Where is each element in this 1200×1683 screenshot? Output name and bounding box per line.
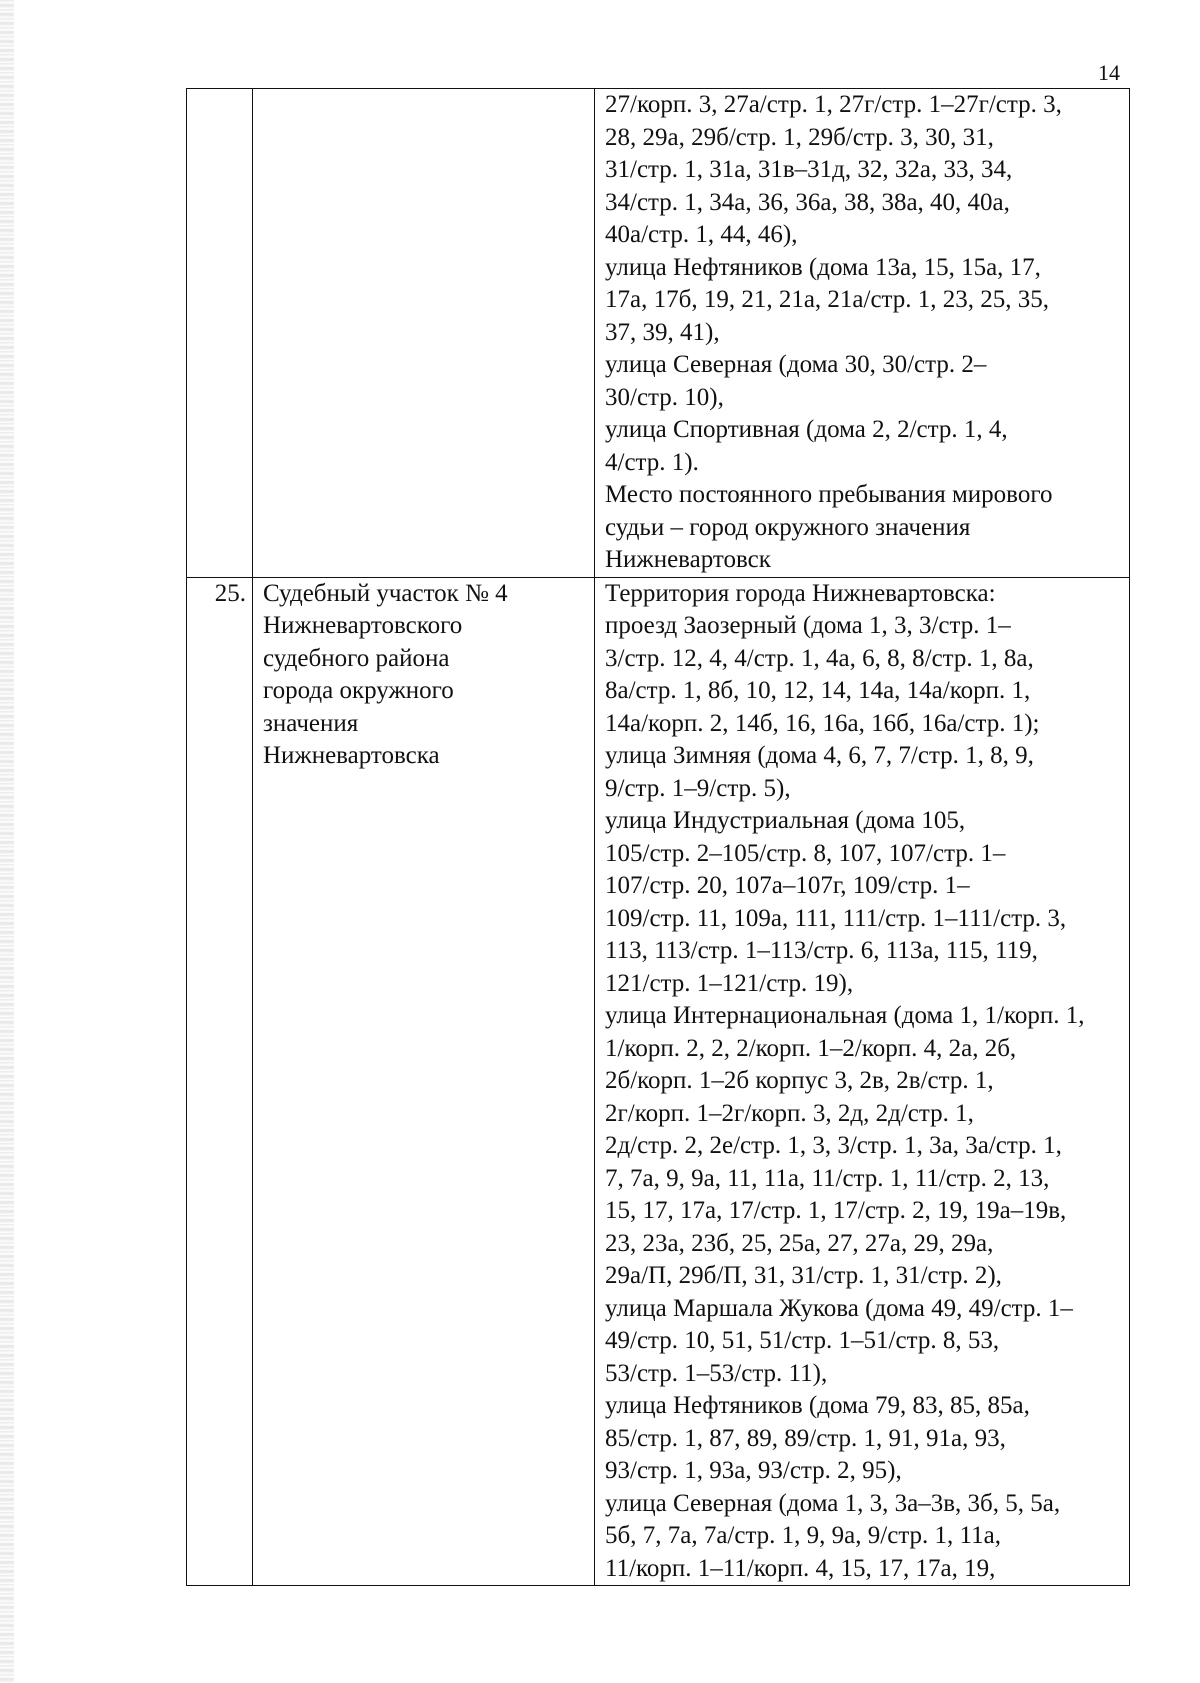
territory-line: 7, 7а, 9, 9а, 11, 11а, 11/стр. 1, 11/стр. 2, 13,: [605, 1164, 1050, 1192]
territory-line: улица Нефтяников (дома 13а, 15, 15а, 17,: [605, 253, 1041, 281]
district-name-line: Судебный участок № 4: [263, 579, 508, 607]
district-name-line: судебного района: [263, 644, 450, 672]
territory-line: улица Зимняя (дома 4, 6, 7, 7/стр. 1, 8, 9,: [605, 742, 1034, 769]
territory-line: 93/стр. 1, 93а, 93/стр. 2, 95),: [605, 1457, 902, 1484]
territory-line: 40а/стр. 1, 44, 46),: [605, 221, 798, 248]
row-number-cell: [187, 89, 253, 578]
territory-line: 34/стр. 1, 34а, 36, 36а, 38, 38а, 40, 40а,: [605, 188, 1010, 216]
territory-line: 1/корп. 2, 2, 2/корп. 1–2/корп. 4, 2а, 2б,: [605, 1034, 1017, 1062]
district-name-line: города окружного: [263, 677, 454, 704]
territory-line: 27/корп. 3, 27а/стр. 1, 27г/стр. 1–27г/стр. 3,: [605, 91, 1062, 118]
territory-line: улица Северная (дома 1, 3, 3а–3в, 3б, 5, 5а,: [605, 1489, 1061, 1517]
territory-line: 17а, 17б, 19, 21, 21а, 21а/стр. 1, 23, 25, 35,: [605, 286, 1050, 313]
territory-line: 105/стр. 2–105/стр. 8, 107, 107/стр. 1–: [605, 839, 1006, 867]
territory-line: 2д/стр. 2, 2е/стр. 1, 3, 3/стр. 1, 3а, 3а/стр. 1,: [605, 1132, 1062, 1159]
district-name-cell: [253, 89, 595, 578]
territory-line: улица Интернациональная (дома 1, 1/корп. 1,: [605, 1002, 1085, 1029]
territory-line: 37, 39, 41),: [605, 318, 720, 346]
territory-line: Место постоянного пребывания мирового: [605, 481, 1053, 508]
territory-line: 23, 23а, 23б, 25, 25а, 27, 27а, 29, 29а,: [605, 1229, 994, 1257]
territory-cell: [595, 577, 1130, 1586]
territory-line: 15, 17, 17а, 17/стр. 1, 17/стр. 2, 19, 19а–19в,: [605, 1197, 1067, 1224]
territory-line: 107/стр. 20, 107а–107г, 109/стр. 1–: [605, 872, 970, 899]
district-name-cell: [253, 577, 595, 1586]
scan-edge-artifact: [0, 0, 14, 1683]
territory-line: 4/стр. 1).: [605, 448, 699, 476]
district-name-line: Нижневартовского: [263, 612, 463, 639]
territory-line: 109/стр. 11, 109а, 111, 111/стр. 1–111/стр. 3,: [605, 904, 1067, 932]
territory-line: 53/стр. 1–53/стр. 11),: [605, 1359, 828, 1387]
territory-line: улица Северная (дома 30, 30/стр. 2–: [605, 351, 987, 378]
territory-line: 49/стр. 10, 51, 51/стр. 1–51/стр. 8, 53,: [605, 1327, 1000, 1354]
territory-line: 85/стр. 1, 87, 89, 89/стр. 1, 91, 91а, 93,: [605, 1424, 1006, 1452]
territory-line: 31/стр. 1, 31а, 31в–31д, 32, 32а, 33, 34,: [605, 156, 1013, 183]
territory-line: улица Маршала Жукова (дома 49, 49/стр. 1–: [605, 1294, 1073, 1322]
territory-line: Территория города Нижневартовска:: [605, 579, 996, 607]
territory-line: Нижневартовск: [605, 546, 771, 573]
territory-line: 28, 29а, 29б/стр. 1, 29б/стр. 3, 30, 31,: [605, 123, 994, 151]
territory-line: 121/стр. 1–121/стр. 19),: [605, 969, 854, 997]
table-row-25: [187, 577, 1130, 1586]
territory-line: проезд Заозерный (дома 1, 3, 3/стр. 1–: [605, 612, 1011, 639]
territory-line: 14а/корп. 2, 14б, 16, 16а, 16б, 16а/стр. 1);: [605, 709, 1040, 737]
territory-line: улица Нефтяников (дома 79, 83, 85, 85а,: [605, 1392, 1030, 1419]
territory-cell: [595, 89, 1130, 578]
row-number-cell: 25.: [187, 577, 253, 1586]
territory-line: улица Спортивная (дома 2, 2/стр. 1, 4,: [605, 416, 1008, 443]
district-name-line: Нижневартовска: [263, 742, 440, 769]
territory-line: 29а/П, 29б/П, 31, 31/стр. 1, 31/стр. 2),: [605, 1262, 1002, 1289]
table-row-continuation: [187, 89, 1130, 578]
court-districts-table: [186, 88, 1130, 1586]
territory-line: 113, 113/стр. 1–113/стр. 6, 113а, 115, 119,: [605, 937, 1038, 964]
territory-line: 11/корп. 1–11/корп. 4, 15, 17, 17а, 19,: [605, 1554, 996, 1582]
territory-line: 30/стр. 10),: [605, 383, 724, 411]
district-name-line: значения: [263, 709, 359, 737]
territory-line: 8а/стр. 1, 8б, 10, 12, 14, 14а, 14а/корп. 1,: [605, 677, 1031, 704]
territory-line: судьи – город окружного значения: [605, 513, 971, 541]
territory-line: 2б/корп. 1–2б корпус 3, 2в, 2в/стр. 1,: [605, 1067, 994, 1094]
territory-line: улица Индустриальная (дома 105,: [605, 807, 966, 834]
territory-line: 2г/корп. 1–2г/корп. 3, 2д, 2д/стр. 1,: [605, 1099, 974, 1127]
territory-line: 9/стр. 1–9/стр. 5),: [605, 774, 791, 802]
territory-line: 3/стр. 12, 4, 4/стр. 1, 4а, 6, 8, 8/стр. 1, 8а,: [605, 644, 1034, 672]
page-number: 14: [1098, 60, 1120, 85]
territory-line: 5б, 7, 7а, 7а/стр. 1, 9, 9а, 9/стр. 1, 11а,: [605, 1522, 1001, 1549]
